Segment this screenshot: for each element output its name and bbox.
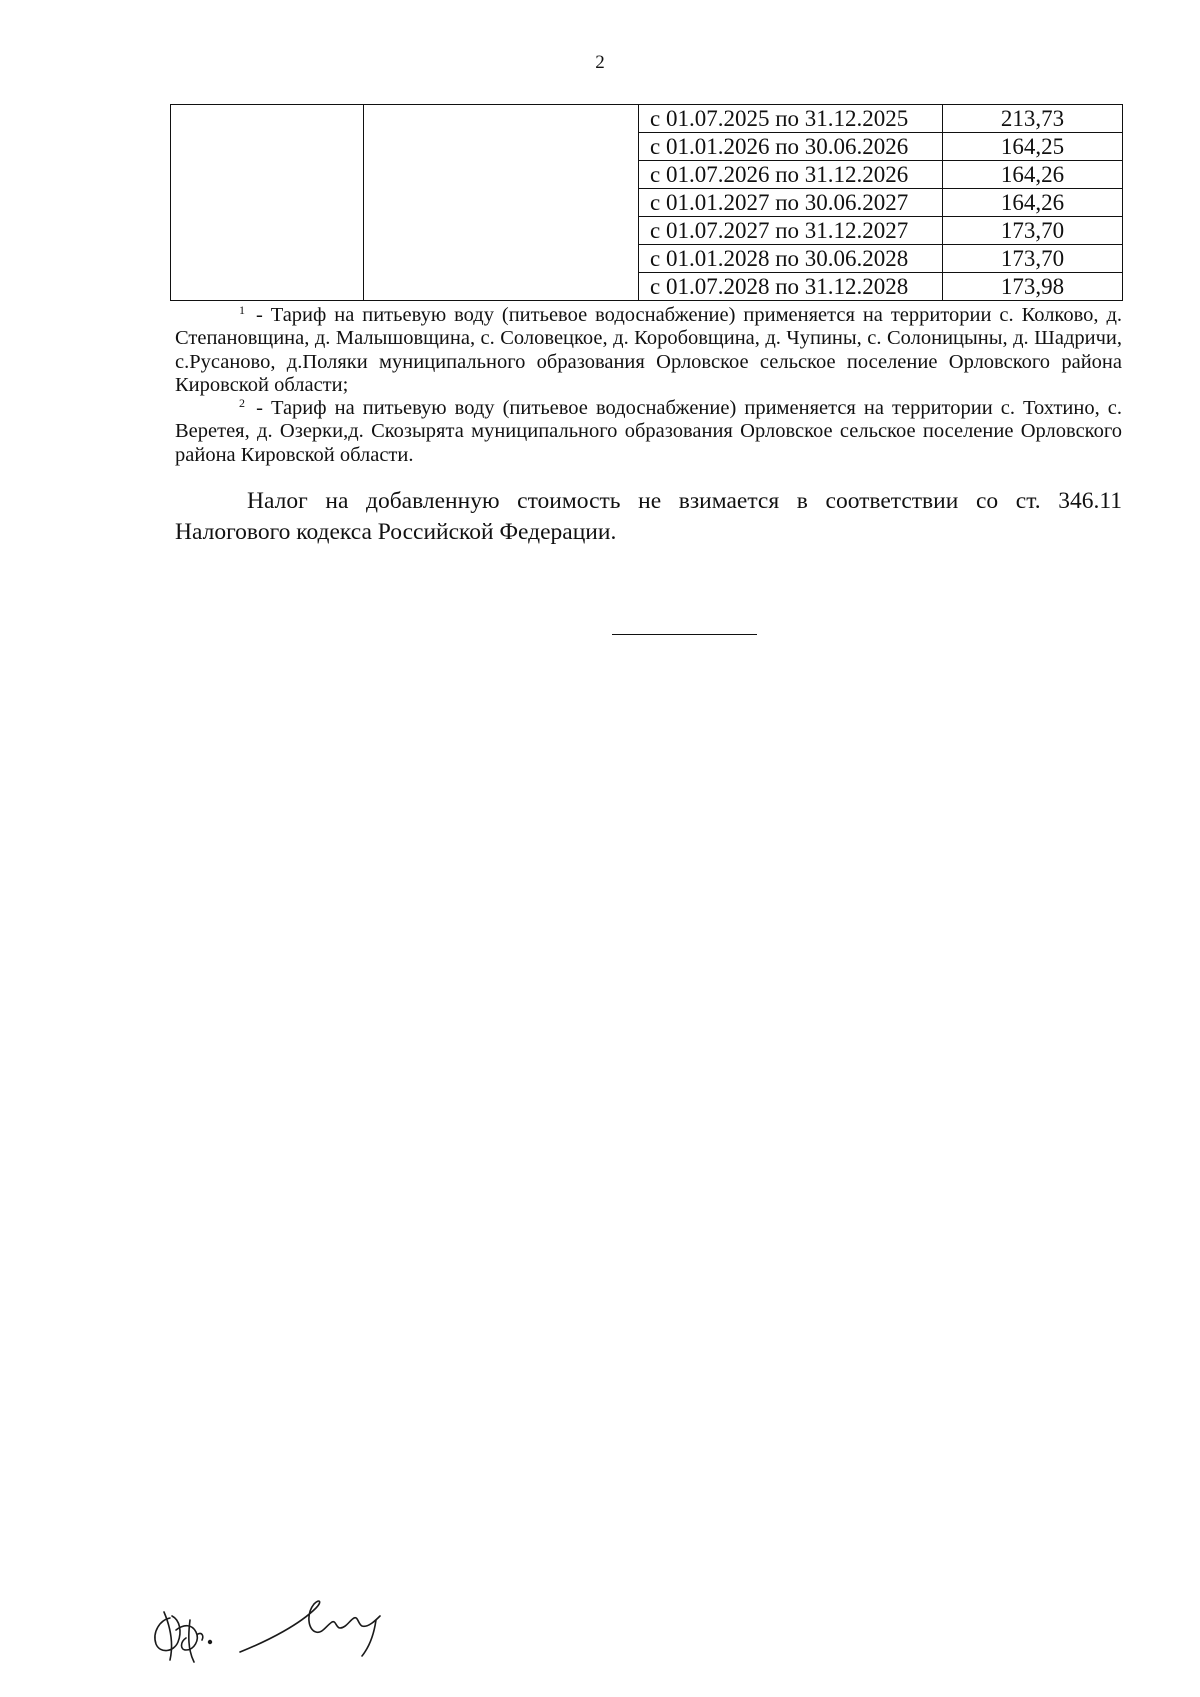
empty-cell-tariff-name [364, 105, 639, 301]
tariff-value-cell: 164,26 [943, 161, 1123, 189]
handwritten-signature [140, 1590, 400, 1675]
period-cell: с 01.01.2026 по 30.06.2026 [639, 133, 943, 161]
footnote-marker: 1 [239, 303, 245, 317]
footnote-marker: 2 [239, 396, 245, 411]
tariff-table [170, 104, 1123, 301]
tariff-value-cell: 173,70 [943, 217, 1123, 245]
table-row [171, 105, 1123, 133]
signature-image [140, 1590, 400, 1670]
footnote-1 [175, 304, 1122, 397]
tariff-value-cell: 164,25 [943, 133, 1123, 161]
tariff-value-cell: 164,26 [943, 189, 1123, 217]
page-number: 2 [595, 52, 605, 73]
end-of-text-line [612, 634, 757, 635]
period-cell: с 01.01.2028 по 30.06.2028 [639, 245, 943, 273]
empty-cell-organization [171, 105, 364, 301]
tariff-value-cell: 213,73 [943, 105, 1123, 133]
vat-note: Налог на добавленную стоимость не взимается в соответствии со ст. 346.11 Налогового кодекса Российской Федерации. [175, 488, 1122, 545]
period-cell: с 01.07.2028 по 31.12.2028 [639, 273, 943, 301]
period-cell: с 01.01.2027 по 30.06.2027 [639, 189, 943, 217]
footnote-text: - Тариф на питьевую воду (питьевое водоснабжение) применяется на территории с. Тохтино, с. Веретея, д. Озерки,д. Скозырята муниципального образования Орловское сельское поселение Орловского района Кировской области. [175, 397, 1123, 466]
tariff-value-cell: 173,70 [943, 245, 1123, 273]
period-cell: с 01.07.2027 по 31.12.2027 [639, 217, 943, 245]
period-cell: с 01.07.2025 по 31.12.2025 [639, 105, 943, 133]
period-cell: с 01.07.2026 по 31.12.2026 [639, 161, 943, 189]
footnote-2 [175, 397, 1122, 467]
footnotes [175, 304, 1122, 467]
tariff-value-cell: 173,98 [943, 273, 1123, 301]
footnote-text: - Тариф на питьевую воду (питьевое водоснабжение) применяется на территории с. Колково, д. Степановщина, д. Малышовщина, с. Соловецкое, д. Коробовщина, д. Чупины, с. Солоницыны, д. Шадричи, с.Русаново, д.Поляки муниципального образования Орловское сельское поселение Орловского района Кировской области; [175, 304, 1122, 396]
